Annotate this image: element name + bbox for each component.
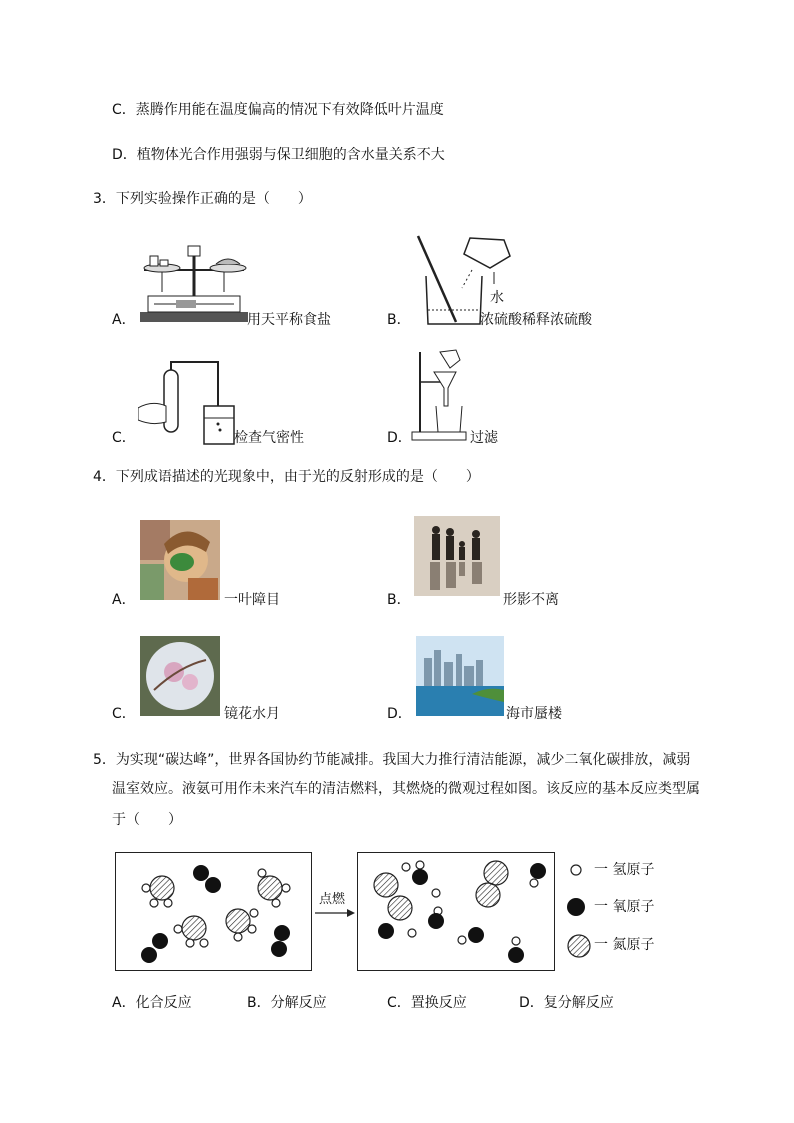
- q4-option-d-caption: 海市蜃楼: [506, 706, 562, 722]
- oxygen-atom-icon: [566, 897, 586, 917]
- q5-option-c: C．置换反应: [387, 995, 467, 1011]
- q5-option-b: B．分解反应: [247, 995, 327, 1011]
- q5-stem-line2: 温室效应。液氨可用作未来汽车的清洁燃料，其燃烧的微观过程如图。该反应的基本反应类型属: [112, 781, 700, 797]
- nitrogen-atom-icon: [566, 933, 592, 959]
- legend-nitrogen-label: 一 氮原子: [594, 937, 655, 953]
- airtightness-check-figure: [138, 358, 240, 446]
- products-box: [357, 852, 555, 971]
- balance-scale-figure: [136, 236, 252, 326]
- reactants-box: [115, 852, 312, 971]
- mirage-city-figure: [416, 636, 504, 716]
- q3-water-label: 水: [490, 290, 504, 306]
- q3-option-a-letter: A．: [112, 312, 136, 328]
- q4-option-d-letter: D．: [387, 706, 412, 722]
- q4-option-c-caption: 镜花水月: [224, 706, 280, 722]
- q3-option-c-caption: 检查气密性: [234, 430, 304, 446]
- q5-stem-line1: 5．为实现“碳达峰”，世界各国协约节能减排。我国大力推行清洁能源，减少二氧化碳排放，减弱: [93, 752, 691, 768]
- legend-hydrogen-label: 一 氢原子: [594, 862, 655, 878]
- mirror-flower-figure: [140, 636, 220, 716]
- q4-option-b-caption: 形影不离: [503, 592, 559, 608]
- q3-option-c-letter: C．: [112, 430, 136, 446]
- hydrogen-atom-icon: [569, 863, 583, 877]
- q3-option-b-letter: B．: [387, 312, 411, 328]
- reaction-condition-label: 点燃: [319, 892, 346, 907]
- q3-option-a-caption: 用天平称食盐: [247, 312, 331, 328]
- silhouette-shadow-figure: [414, 516, 500, 596]
- reaction-arrow-icon: [315, 908, 357, 918]
- q2-option-d: D．植物体光合作用强弱与保卫细胞的含水量关系不大: [112, 147, 445, 163]
- q3-option-b-caption: 浓硫酸稀释浓硫酸: [480, 312, 592, 328]
- q2-option-c: C．蒸腾作用能在温度偏高的情况下有效降低叶片温度: [112, 102, 444, 118]
- q5-stem-line3: 于（ ）: [112, 812, 182, 828]
- q4-option-a-letter: A．: [112, 592, 136, 608]
- q4-option-a-caption: 一叶障目: [224, 592, 280, 608]
- q4-stem: 4．下列成语描述的光现象中，由于光的反射形成的是（ ）: [93, 469, 480, 485]
- q5-option-d: D．复分解反应: [519, 995, 614, 1011]
- filtration-figure: [410, 348, 470, 444]
- q4-option-c-letter: C．: [112, 706, 136, 722]
- q3-option-d-letter: D．: [387, 430, 412, 446]
- q4-option-b-letter: B．: [387, 592, 411, 608]
- leaf-over-eye-figure: [140, 520, 220, 600]
- q3-stem: 3．下列实验操作正确的是（ ）: [93, 191, 312, 207]
- q3-option-d-caption: 过滤: [470, 430, 498, 446]
- legend-oxygen-label: 一 氧原子: [594, 899, 655, 915]
- q5-option-a: A．化合反应: [112, 995, 192, 1011]
